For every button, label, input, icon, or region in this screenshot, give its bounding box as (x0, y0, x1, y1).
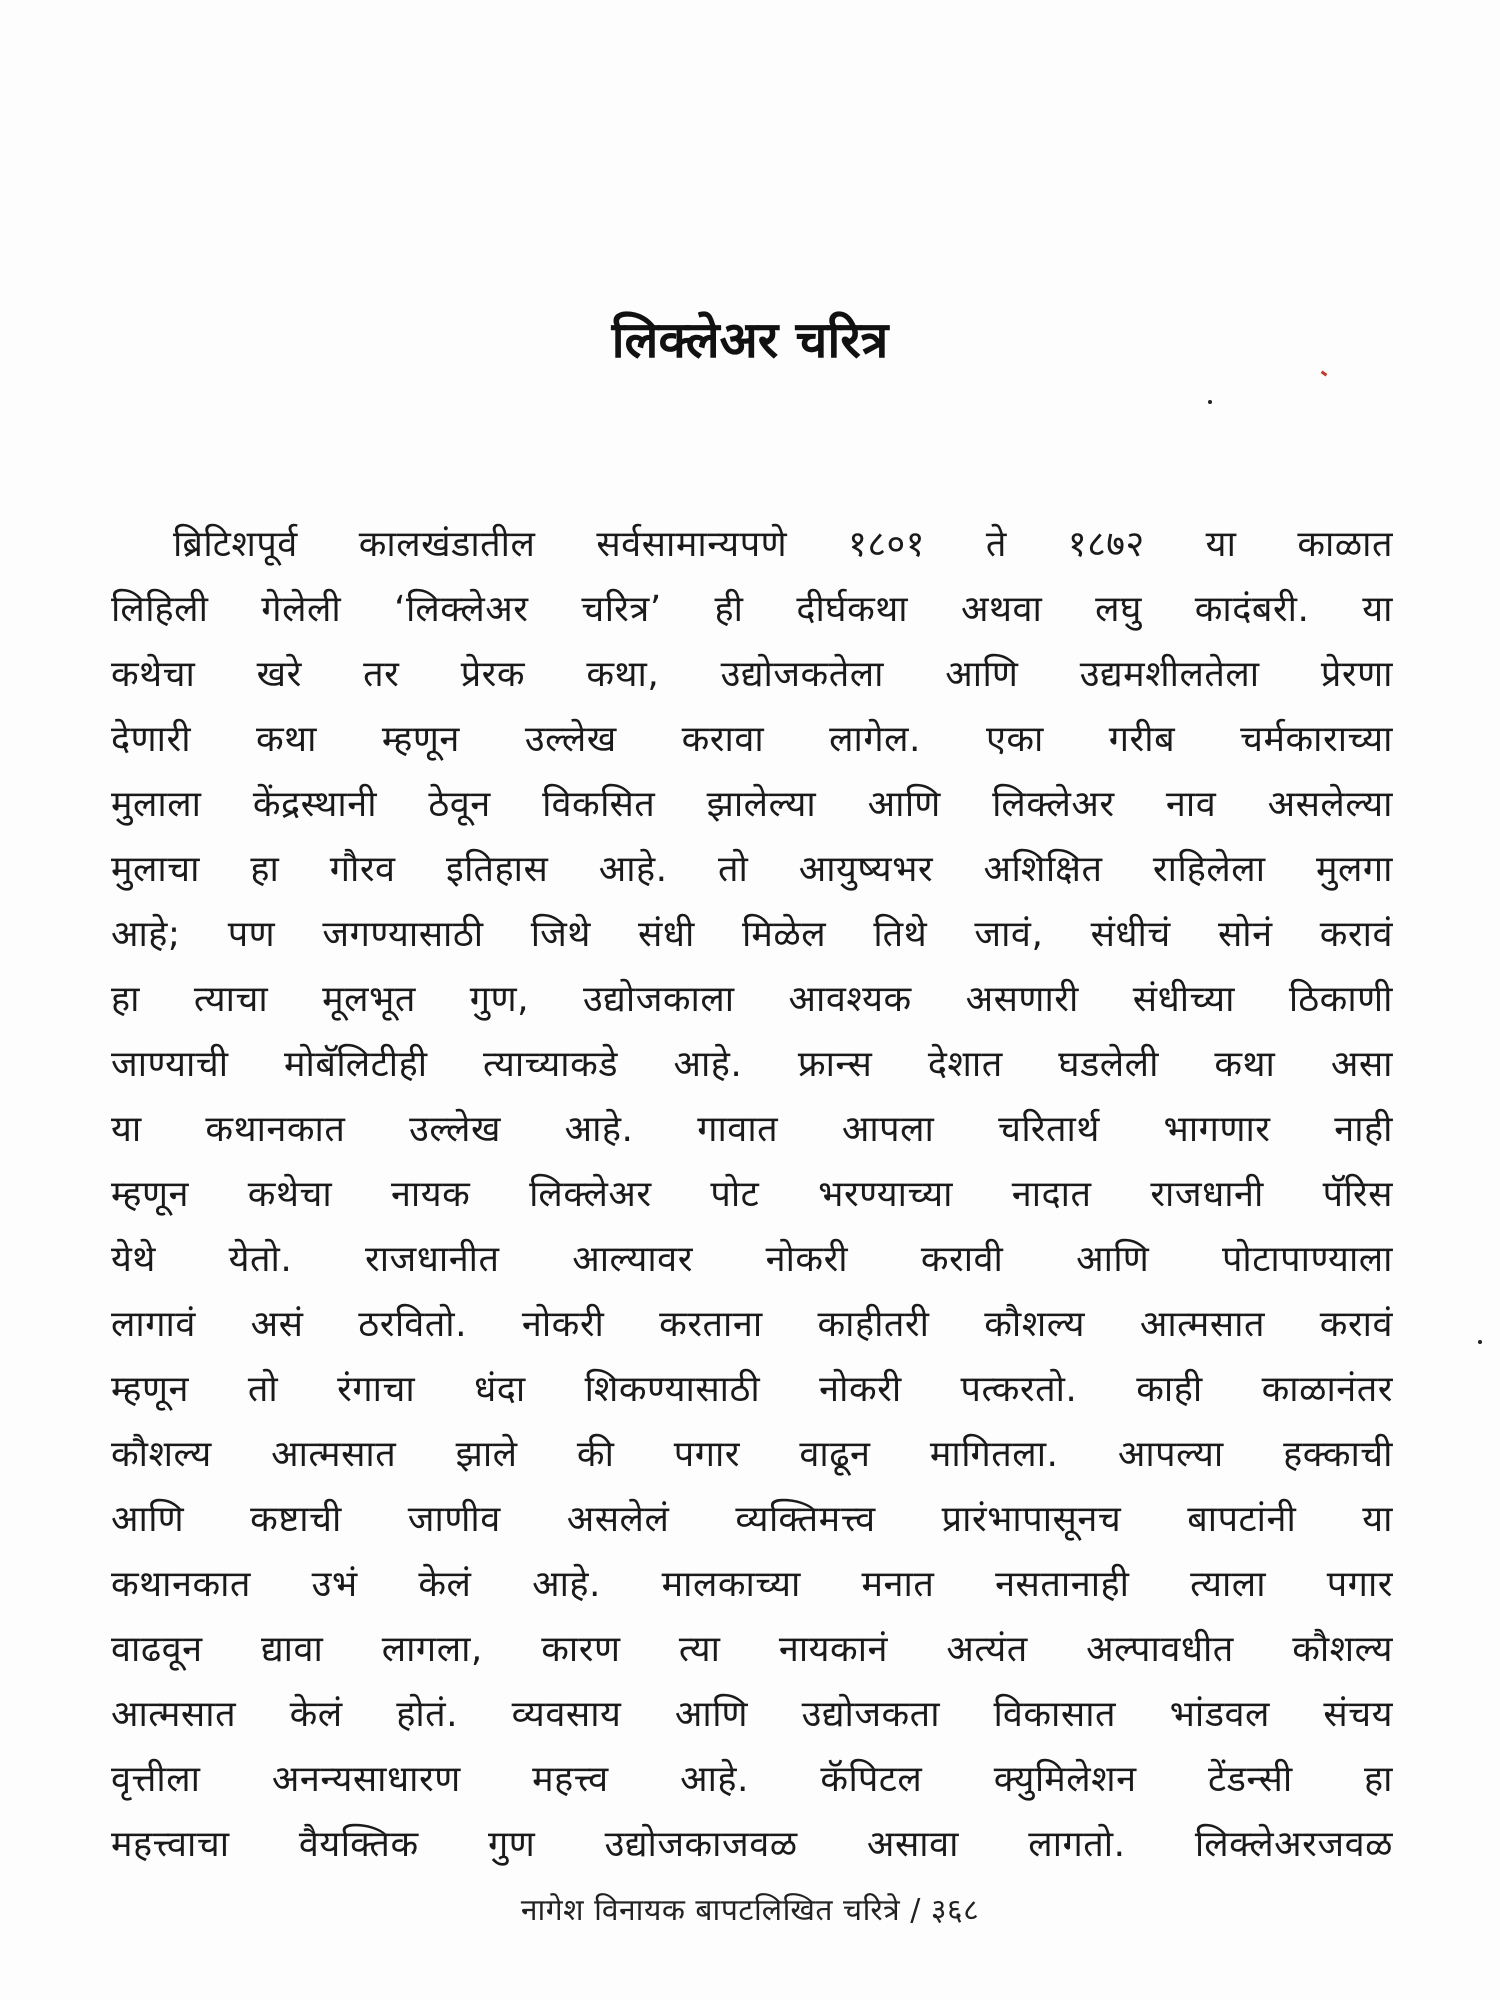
text-line: मुलाचा हा गौरव इतिहास आहे. तो आयुष्यभर अशिक्षित राहिलेला मुलगा (111, 849, 1393, 890)
text-line: जाण्याची मोबॅलिटीही त्याच्याकडे आहे. फ्रान्स देशात घडलेली कथा असा (111, 1044, 1393, 1085)
text-line: लिहिली गेलेली ‘लिक्लेअर चरित्र’ ही दीर्घकथा अथवा लघु कादंबरी. या (111, 589, 1393, 630)
text-line: आत्मसात केलं होतं. व्यवसाय आणि उद्योजकता विकासात भांडवल संचय (111, 1694, 1393, 1735)
text-line: ब्रिटिशपूर्व कालखंडातील सर्वसामान्यपणे १८०१ ते १८७२ या काळात (173, 524, 1393, 565)
text-line: म्हणून तो रंगाचा धंदा शिकण्यासाठी नोकरी पत्करतो. काही काळानंतर (111, 1369, 1393, 1410)
text-line: वाढवून द्यावा लागला, कारण त्या नायकानं अत्यंत अल्पावधीत कौशल्य (111, 1629, 1393, 1670)
text-line: कथानकात उभं केलं आहे. मालकाच्या मनात नसतानाही त्याला पगार (111, 1564, 1393, 1605)
text-line: म्हणून कथेचा नायक लिक्लेअर पोट भरण्याच्या नादात राजधानी पॅरिस (111, 1174, 1393, 1215)
body-paragraph (111, 512, 1393, 1877)
text-line: लागावं असं ठरवितो. नोकरी करताना काहीतरी कौशल्य आत्मसात करावं (111, 1304, 1393, 1345)
text-line: हा त्याचा मूलभूत गुण, उद्योजकाला आवश्यक असणारी संधीच्या ठिकाणी (111, 979, 1393, 1020)
text-line: आहे; पण जगण्यासाठी जिथे संधी मिळेल तिथे जावं, संधीचं सोनं करावं (111, 914, 1393, 955)
chapter-title: लिक्लेअर चरित्र (611, 310, 889, 369)
text-line: आणि कष्टाची जाणीव असलेलं व्यक्तिमत्त्व प्रारंभापासूनच बापटांनी या (111, 1499, 1393, 1540)
text-line: कौशल्य आत्मसात झाले की पगार वाढून मागितला. आपल्या हक्काची (111, 1434, 1393, 1475)
speck-mark (1478, 1340, 1482, 1344)
text-line: या कथानकात उल्लेख आहे. गावात आपला चरितार्थ भागणार नाही (111, 1109, 1393, 1150)
text-line: वृत्तीला अनन्यसाधारण महत्त्व आहे. कॅपिटल क्युमिलेशन टेंडन्सी हा (111, 1759, 1393, 1800)
text-line: येथे येतो. राजधानीत आल्यावर नोकरी करावी आणि पोटापाण्याला (111, 1239, 1393, 1280)
text-line: महत्त्वाचा वैयक्तिक गुण उद्योजकाजवळ असावा लागतो. लिक्लेअरजवळ (111, 1824, 1393, 1865)
text-line: कथेचा खरे तर प्रेरक कथा, उद्योजकतेला आणि उद्यमशीलतेला प्रेरणा (111, 654, 1393, 695)
text-line: देणारी कथा म्हणून उल्लेख करावा लागेल. एका गरीब चर्मकाराच्या (111, 719, 1393, 760)
text-line: मुलाला केंद्रस्थानी ठेवून विकसित झालेल्या आणि लिक्लेअर नाव असलेल्या (111, 784, 1393, 825)
page-footer: नागेश विनायक बापटलिखित चरित्रे / ३६८ (520, 1893, 980, 1928)
speck-mark (1208, 400, 1212, 404)
